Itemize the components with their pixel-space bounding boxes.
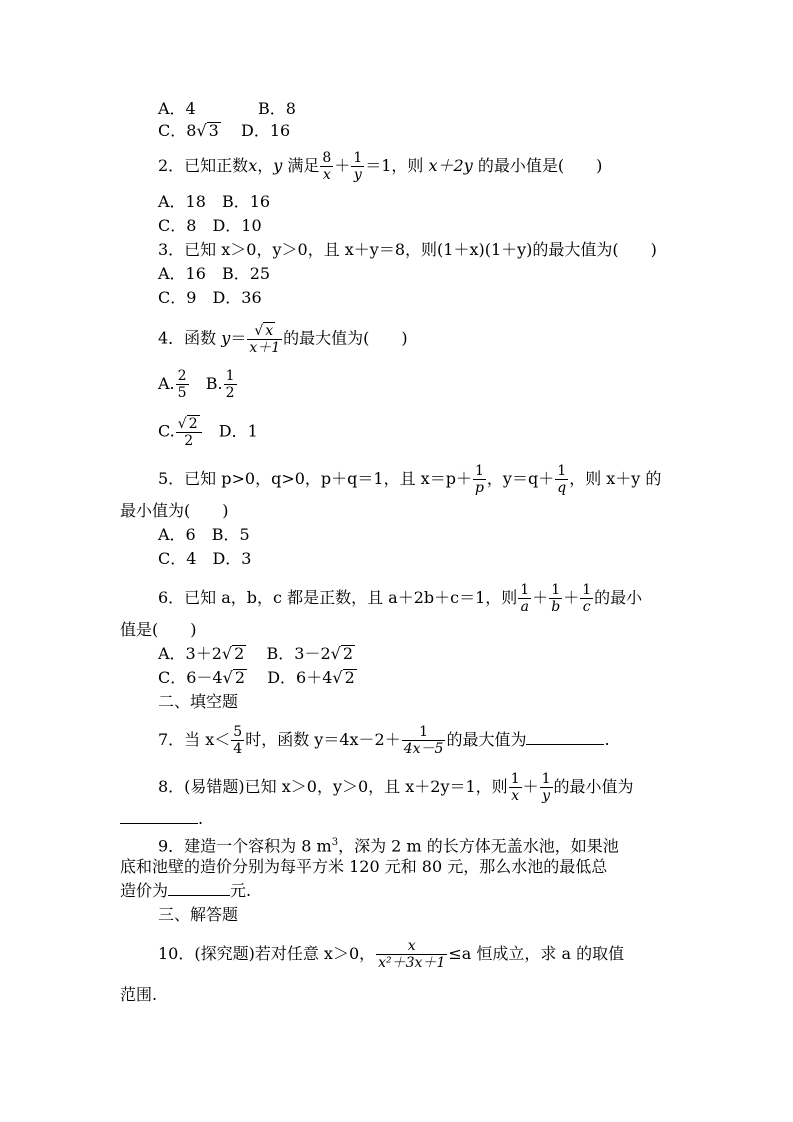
fraction: $\frac{1}{y}$ [541, 771, 551, 804]
q9-line2: 底和池壁的造价分别为每平方米 120 元和 80 元，那么水池的最低总 [120, 857, 608, 876]
q6-line2: 值是( ) [120, 620, 197, 639]
fraction: $\frac{1}{4x-5}$ [403, 724, 444, 757]
question-6: 6．已知 a，b，c 都是正数，且 a＋2b＋c＝1，则 $\frac{1}{a}$ ＋ $\frac{1}{b}$ ＋ $\frac{1}{c}$ 的最小 [158, 582, 643, 615]
option-d: D．16 [241, 121, 291, 140]
fraction: $\frac{1}{c}$ [582, 582, 592, 615]
fraction: $\frac{√ x}{x+1}$ [249, 323, 281, 356]
fraction: $\frac{√ 2}{2}$ [176, 415, 202, 449]
option-a: A．4 [158, 99, 196, 118]
fraction: $\frac{5}{4}$ [233, 724, 243, 757]
fraction: $\frac{1}{q}$ [557, 463, 567, 496]
question-2: 2．已知正数x，y 满足 $\frac{8}{x}$ ＋ $\frac{1}{y}$ ＝1，则 x＋2y 的最小值是( ) [158, 150, 603, 183]
q2-options-row1: A．18 B．16 [158, 192, 271, 211]
q8-line2: . [120, 808, 203, 830]
question-8: 8．(易错题)已知 x＞0，y＞0，且 x＋2y＝1，则 $\frac{1}{x}$ ＋ $\frac{1}{y}$ 的最小值为 [158, 771, 634, 804]
q3-options-row1: A．16 B．25 [158, 264, 271, 283]
q5-options-row1: A．6 B．5 [158, 525, 250, 544]
q6-options-row1: A．3＋2√ 2 B．3－2√ 2 [158, 644, 354, 663]
fraction: $\frac{1}{p}$ [474, 463, 484, 496]
question-4: 4．函数 y＝ $\frac{√ x}{x+1}$ 的最大值为( ) [158, 323, 408, 356]
fraction: $\frac{1}{y}$ [353, 150, 363, 183]
section-heading-fill-in: 二、填空题 [158, 692, 239, 711]
q1-options-row1 [158, 98, 296, 120]
section-heading-solve: 三、解答题 [158, 905, 239, 924]
fraction: $\frac{8}{x}$ [322, 150, 332, 183]
fraction: $\frac{x}{\text{x²＋3x＋1}}$ [378, 938, 446, 971]
q4-options-row1: A. $\frac{2}{5}$ B. $\frac{1}{2}$ [158, 368, 235, 401]
q6-options-row2: C．6－4√ 2 D．6＋4√ 2 [158, 668, 355, 687]
q10-line2: 范围. [120, 985, 158, 1004]
q3-options-row2: C．9 D．36 [158, 288, 262, 307]
option-b: B．8 [257, 99, 296, 118]
q9-line3: 造价为 元. [120, 881, 252, 900]
question-7: 7．当 x＜ $\frac{5}{4}$ 时，函数 y＝4x－2＋ $\frac{1}{4x-5}$ 的最大值为 . [158, 724, 610, 757]
fraction: $\frac{1}{a}$ [520, 582, 530, 615]
answer-blank[interactable] [120, 809, 198, 824]
q5-options-row2: C．4 D．3 [158, 549, 252, 568]
fraction: $\frac{1}{b}$ [551, 582, 561, 615]
radicand: 3 [208, 121, 219, 140]
question-9: 9．建造一个容积为 8 $m^3$，深为 2 m 的长方体无盖水池，如果池 [158, 836, 619, 856]
question-3: 3．已知 x＞0，y＞0，且 x＋y＝8，则(1＋x)(1＋y)的最大值为( ) [158, 240, 657, 259]
answer-blank[interactable] [168, 881, 230, 896]
q4-options-row2: C. $\frac{√ 2}{2}$ D．1 [158, 416, 258, 449]
fraction: $\frac{1}{x}$ [510, 771, 520, 804]
q5-line2: 最小值为( ) [120, 501, 229, 520]
q1-options-row2: C．8√ 3 D．16 [158, 121, 291, 140]
question-10: 10．(探究题)若对任意 x＞0， $\frac{x}{\text{x²＋3x＋1}}$ ≤a 恒成立，求 a 的取值 [158, 938, 625, 971]
option-c: C．8 [158, 121, 197, 140]
fraction: $\frac{1}{2}$ [225, 368, 235, 401]
q2-options-row2: C．8 D．10 [158, 216, 262, 235]
question-5: 5．已知 p>0，q>0，p＋q＝1，且 x＝p＋ $\frac{1}{p}$ ，y＝q＋ $\frac{1}{q}$ ，则 x＋y 的 [158, 463, 662, 496]
fraction: $\frac{2}{5}$ [177, 368, 187, 401]
answer-blank[interactable] [526, 730, 604, 745]
